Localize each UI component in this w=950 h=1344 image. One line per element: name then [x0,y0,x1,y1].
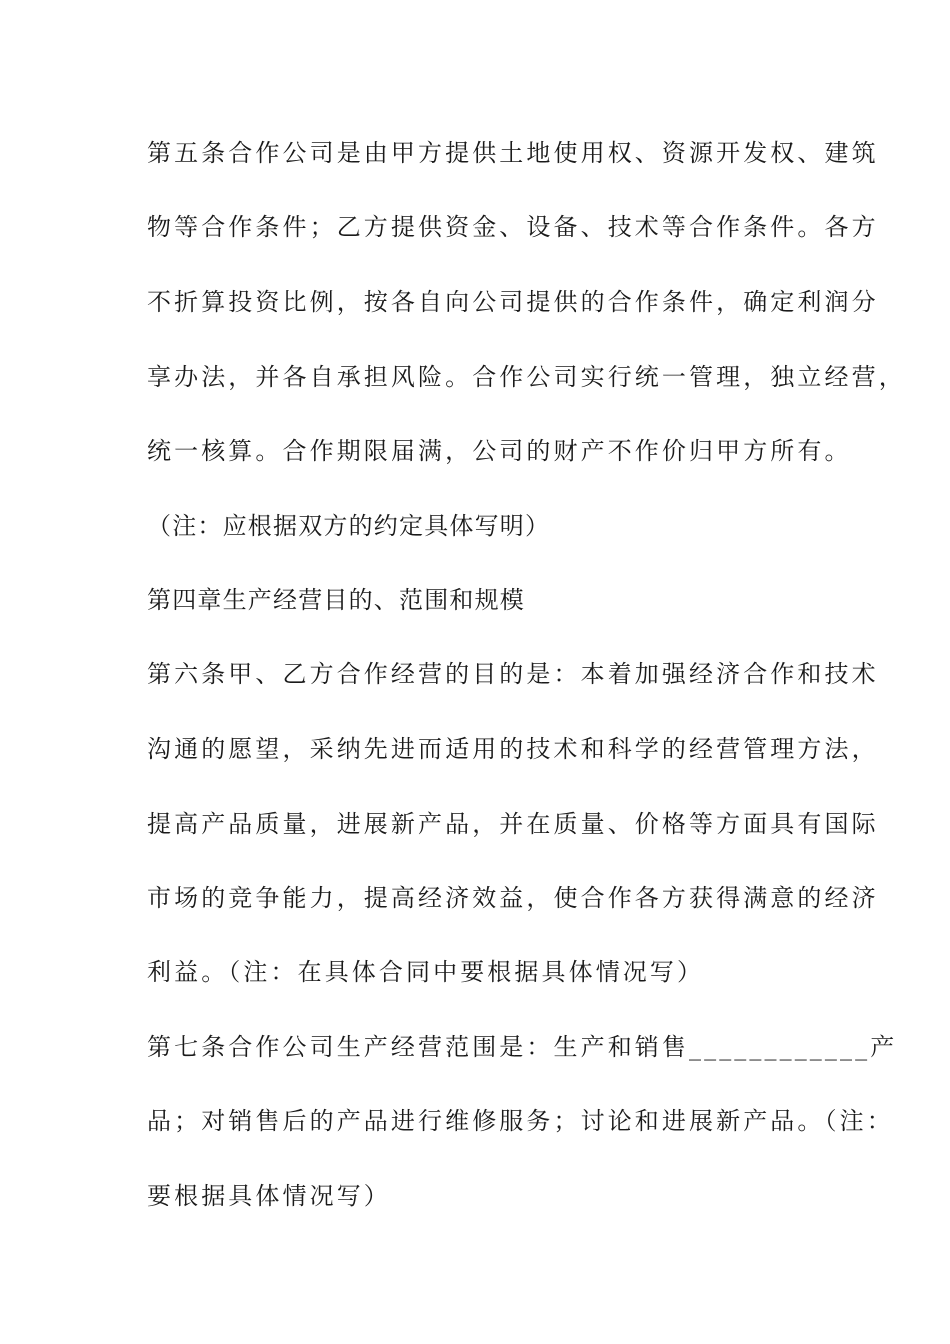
text-line: 品；对销售后的产品进行维修服务；讨论和进展新产品。（注： [147,1107,894,1135]
text-line: 提高产品质量，进展新产品，并在质量、价格等方面具有国际 [147,810,879,838]
note-line: （注：应根据双方的约定具体写明） [147,512,551,540]
text-line: 统一核算。合作期限届满，公司的财产不作价归甲方所有。 [147,437,852,465]
text-line: 第五条合作公司是由甲方提供土地使用权、资源开发权、建筑 [147,139,879,167]
text-line: 享办法，并各自承担风险。合作公司实行统一管理，独立经营， [147,363,906,391]
text-line: 利益。（注：在具体合同中要根据具体情况写） [147,958,705,986]
text-line: 市场的竞争能力，提高经济效益，使合作各方获得满意的经济 [147,884,879,912]
text-line: 物等合作条件；乙方提供资金、设备、技术等合作条件。各方 [147,213,879,241]
text-line: 不折算投资比例，按各自向公司提供的合作条件，确定利润分 [147,288,879,316]
text-line: 沟通的愿望，采纳先进而适用的技术和科学的经营管理方法， [147,735,879,763]
text-line: 第六条甲、乙方合作经营的目的是：本着加强经济合作和技术 [147,660,879,688]
chapter-heading: 第四章生产经营目的、范围和规模 [147,586,525,614]
text-line: 第七条合作公司生产经营范围是：生产和销售____________产 [147,1033,898,1061]
text-line: 要根据具体情况写） [147,1182,391,1210]
